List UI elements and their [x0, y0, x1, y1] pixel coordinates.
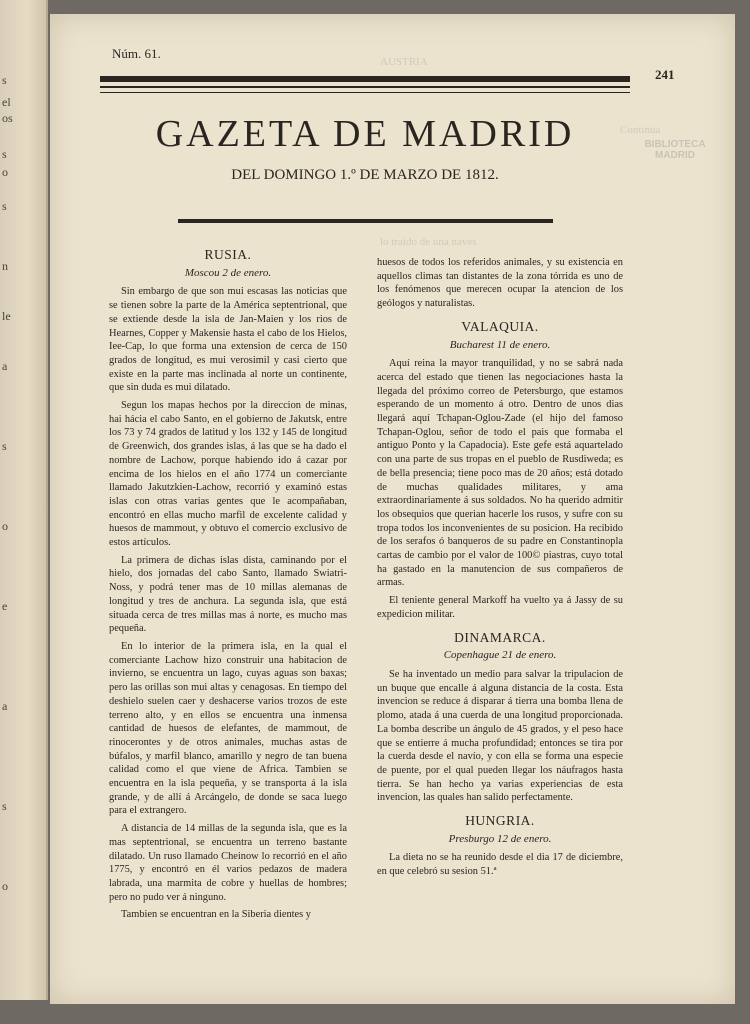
issue-number: Núm. 61. — [112, 46, 161, 61]
top-rule — [100, 76, 630, 82]
dateline: Moscou 2 de enero. — [184, 266, 272, 279]
bleed-through-text: Continúa — [620, 124, 661, 136]
top-rule — [100, 92, 630, 93]
newspaper-title: GAZETA DE MADRID — [155, 113, 575, 155]
paragraph: huesos de todos los referidos animales, y su existencia en aquellos climas tan distantes de la zona tórrida es uno de los fenómenos que merecen ocupar la atencion de los geólogos y naturalistas. — [377, 257, 623, 310]
paragraph: La dieta no se ha reunido desde el dia 17 de diciembre, en que celebró su sesion 51.ª — [377, 852, 623, 878]
paragraph: Tambien se encuentran en la Siberia dientes y — [121, 909, 311, 921]
paragraph: Segun los mapas hechos por la direccion de minas, hai hácia el cabo Santo, en el gobierno de Jakutsk, entre los 73 y 74 grados de latitud y los 132 y 145 de longitud de Greenwich, dos grandes islas, á las que se ha dado el nombre de Lachow, porque habiendo ido á cazar por encima de los hielos en el año 1774 un comerciante llamado Jakutzkien-Lachow, recorrió y examinó estas islas con otras varias gentes que le acompañaban, encontró en ellas mucho marfil de excelente calidad y huesos de mammout, y obtuvo el comercio exclusivo de estos artículos. — [109, 400, 347, 549]
right-column — [377, 256, 623, 883]
paragraph: El teniente general Markoff ha vuelto ya á Jassy de su expedicion militar. — [377, 595, 623, 620]
library-stamp: BIBLIOTECA MADRID — [644, 139, 706, 161]
issue-date: DEL DOMINGO 1.º DE MARZO DE 1812. — [231, 167, 499, 183]
paragraph: En lo interior de la primera isla, en la qual el comerciante Lachow hizo construir una habitacion de invierno, se encuentra un lago, cuyas aguas son baxas; pero las orillas son mui altas y cenagosas. En tiempo del deshielo suelen caer y deshacerse varios trozos de este terreno alto, y en ellos se encuentra una inmensa cantidad de huesos de elefantes, de mammout, de rinocerontes y de otros animales, muchas astas de búfalos, y marfil blanco, amarillo y negro de tan buena calidad como el que viene de Africa. Tambien se encuentra en la isla pequeña, y se transporta á la isla grande, y de allí á Arcángelo, de donde se saca luego para el extrangero. — [109, 640, 347, 817]
section-heading: RUSIA. — [204, 247, 252, 262]
section-heading: DINAMARCA. — [454, 629, 546, 645]
header-divider — [178, 219, 553, 223]
paragraph: Aquí reina la mayor tranquilidad, y no se sabrá nada acerca del estado que tienen las negociaciones hasta la llegada del próximo correo de Petersburgo, que estamos esperando de un momento á otro. Dentro de unos dias llegará aquí Tchapan-Oglou-Zade (el hijo del famoso Tchapan-Oglou, señor de todo el pais que formaba el antiguo Ponto y la Capadocia). Este gefe está aquartelado con una parte de sus tropas en el pueblo de Rusdiweda; es de bella presencia; tiene poco mas de 20 años; está dotado de muchas qualidades militares, y ama extraordinariamente á sus soldados. No ha querido admitir los obsequios que querian hacerle los rusos, y sufre con su tropa todos los inconvenientes de su posicion. Ha recibido de los serafos ó banqueros de su padre en Constantinopla cartas de cambio por el valor de 100© piastras, cuyo total ha gastado en la manutencion de sus compañeros de armas. — [377, 358, 623, 589]
paragraph: A distancia de 14 millas de la segunda isla, que es la mas septentrional, se encuentra un terreno bastante dilatado. Un ruso llamado Cheinow lo recorrió en el año 1775, y encontró en él varios pedazos de madera labrada, una marmita de cobre y huellas de hombres; pero no pudo ver á ninguno. — [109, 823, 347, 903]
section-heading: VALAQUIA. — [461, 318, 539, 334]
paragraph: Sin embargo de que son mui escasas las noticias que se tienen sobre la parte de la América septentrional, que se extiende desde la isla de Jan-Maien y los rios de Hearnes, Copper y Makensie hasta el cabo de los Hielos, Iee-Cap, lo que forma una extension de cerca de 150 grados de longitud, es mui verosimil y casi cierto que existe en la parte mas inclinada al norte un continente, que sin duda es mui dilatado. — [109, 286, 347, 394]
bleed-through-text: lo traido de una naves — [380, 236, 477, 248]
section-heading: HUNGRIA. — [465, 813, 535, 829]
dateline: Bucharest 11 de enero. — [449, 338, 551, 351]
paragraph: Se ha inventado un medio para salvar la tripulacion de un buque que encalle á alguna distancia de la costa. Esta invencion se reduce á disparar á tierra una bomba llena de plomo, atada á una cuerda de una longitud proporcionada. La bomba describe un ángulo de 45 grados, y el peso hace que se entierre á mucha profundidad; entonces se tira por la cuerda desde el navío, y con ella se forma una especie de puente, por el qual pueden llegar los náufragos hasta tierra. Se han hecho ya varias experiencias de esta invencion, las quales han salido perfectamente. — [377, 668, 623, 804]
newspaper-page — [50, 14, 735, 1004]
paragraph: La primera de dichas islas dista, caminando por el hielo, dos jornadas del cabo Santo, llamado Swiatri-Noss, y podrá tener mas de 10 millas alemanas de longitud y tres de anchura. La segunda isla, que está situada cerca de tres millas mas á norte, es mucho mas pequeña. — [109, 554, 347, 635]
dateline: Presburgo 12 de enero. — [448, 832, 552, 845]
top-rule — [100, 86, 630, 88]
dateline: Copenhague 21 de enero. — [443, 649, 557, 662]
facing-page-edge: s el os s o s n le a s o e a s o — [0, 0, 48, 1000]
page-number: 241 — [655, 67, 675, 82]
bleed-through-text: AUSTRIA — [380, 56, 428, 68]
left-column — [109, 248, 347, 926]
